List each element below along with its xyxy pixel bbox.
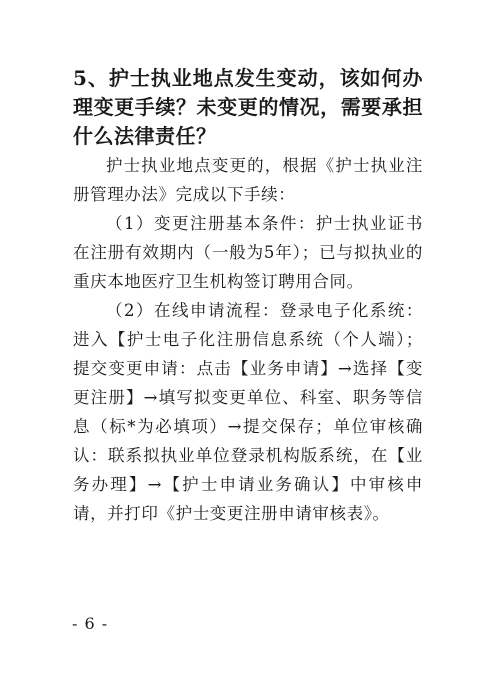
paragraph-intro: 护士执业地点变更的，根据《护士执业注册管理办法》完成以下手续： [73, 156, 423, 204]
paragraph-process: （2）在线申请流程：登录电子化系统：进入【护士电子化注册信息系统（个人端）；提交变更申请：点击【业务申请】→选择【变更注册】→填写拟变更单位、科室、职务等信息（标*为必填项）→提交保存；单位审核确认：联系拟执业单位登录机构版系统，在【业务办理】→【护士申请业务确认】中审核申请，并打印《护士变更注册申请审核表》。 [73, 301, 423, 523]
body-text [73, 151, 423, 528]
page-number: - 6 - [72, 614, 109, 633]
section-heading: 5、护士执业地点发生变动，该如何办理变更手续？未变更的情况，需要承担什么法律责任？ [73, 66, 423, 148]
paragraph-conditions: （1）变更注册基本条件：护士执业证书在注册有效期内（一般为5年）；已与拟执业的重庆本地医疗卫生机构签订聘用合同。 [73, 214, 423, 291]
